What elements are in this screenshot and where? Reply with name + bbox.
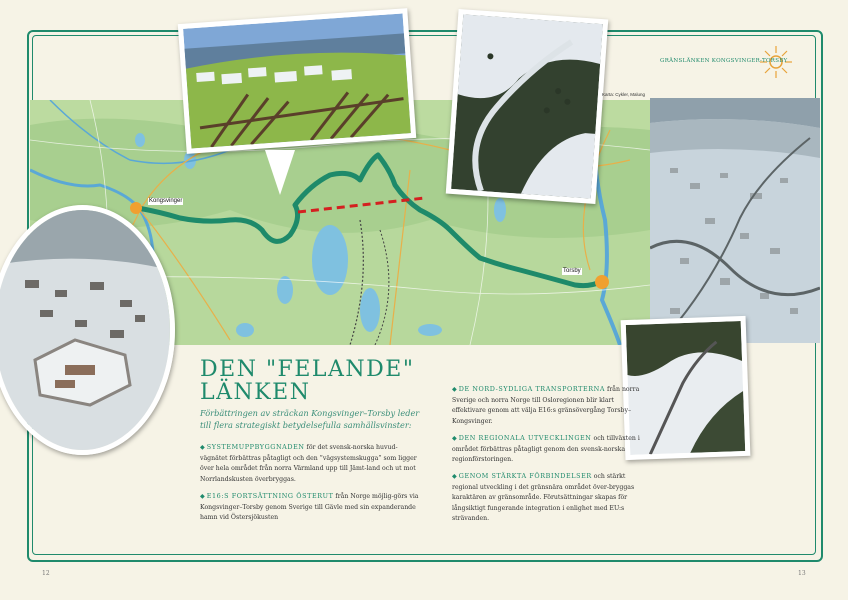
bullet-lead: SYSTEMUPPBYGGNADEN xyxy=(206,443,305,451)
bullet-lead: E16:S FORTSÄTTNING ÖSTERUT xyxy=(206,492,334,500)
logo-text: GRÄNSLÄNKEN KONGSVINGER-TORSBY xyxy=(660,58,788,64)
photo-pointer xyxy=(265,150,295,195)
bullet-text: för det svensk-norska huvud-vägnätet förbättras påtagligt och den ”vägsystemskugga” som ligger över hela området från norra Värmland upp till Jämt-land och ut mot Norrlandskusten överbryggas. xyxy=(200,444,417,483)
aerial-photo-torsby xyxy=(650,98,820,343)
bullet-lead: GENOM STÄRKTA FÖRBINDELSER xyxy=(458,472,592,480)
bullet-item xyxy=(452,384,647,427)
page-number-left: 12 xyxy=(42,570,50,577)
photo-winter-road xyxy=(446,9,609,204)
page-number-right: 13 xyxy=(798,570,806,577)
diamond-icon: ◆ xyxy=(200,493,207,500)
bullet-item xyxy=(452,471,647,525)
bullet-text: från Norge möjlig-görs via Kongsvinger–Torsby genom Sverige till Gävle med sin expanderande hamn vid Östersjökusten xyxy=(200,493,419,522)
photo-camping xyxy=(178,8,417,154)
map-credit: Karta: Cykler, Malung xyxy=(602,92,646,97)
diamond-icon: ◆ xyxy=(452,473,459,480)
page-title-line2: LÄNKEN xyxy=(200,380,311,405)
bullet-text: och tillväxten i området förbättras påtagligt genom den svensk-norska regionförstoringen. xyxy=(452,435,640,464)
diamond-icon: ◆ xyxy=(452,435,459,442)
bullet-item xyxy=(200,491,420,524)
page-title-line1: DEN "FELANDE" xyxy=(200,357,415,382)
logo xyxy=(660,44,810,84)
map-label-kongsvinger: Kongsvinger xyxy=(149,198,183,204)
diamond-icon: ◆ xyxy=(452,386,459,393)
bullet-item xyxy=(452,433,647,466)
bullet-text: från norra Sverige och norra Norge till Osloregionen blir klart effektivare genom att välja E16:s gränsövergång Torsby–Kongsvinger. xyxy=(452,386,640,425)
bullet-lead: DE NORD-SYDLIGA TRANSPORTERNA xyxy=(458,385,606,393)
map-label-torsby: Torsby xyxy=(563,268,581,274)
bullet-text: och stärkt regional utveckling i det gränsnära området över-bryggas karaktären av gränsområde. Förutsättningar skapas för långsiktigt fungerande integration i enlighet med EU:s strävanden. xyxy=(452,473,635,523)
bullet-lead: DEN REGIONALA UTVECKLINGEN xyxy=(458,434,592,442)
page-title xyxy=(200,358,414,404)
intro-text: Förbättringen av sträckan Kongsvinger–Torsby leder till flera strategiskt betydelsefulla samhällsvinster: xyxy=(200,408,420,430)
diamond-icon: ◆ xyxy=(200,444,207,451)
bullet-item xyxy=(200,442,420,485)
